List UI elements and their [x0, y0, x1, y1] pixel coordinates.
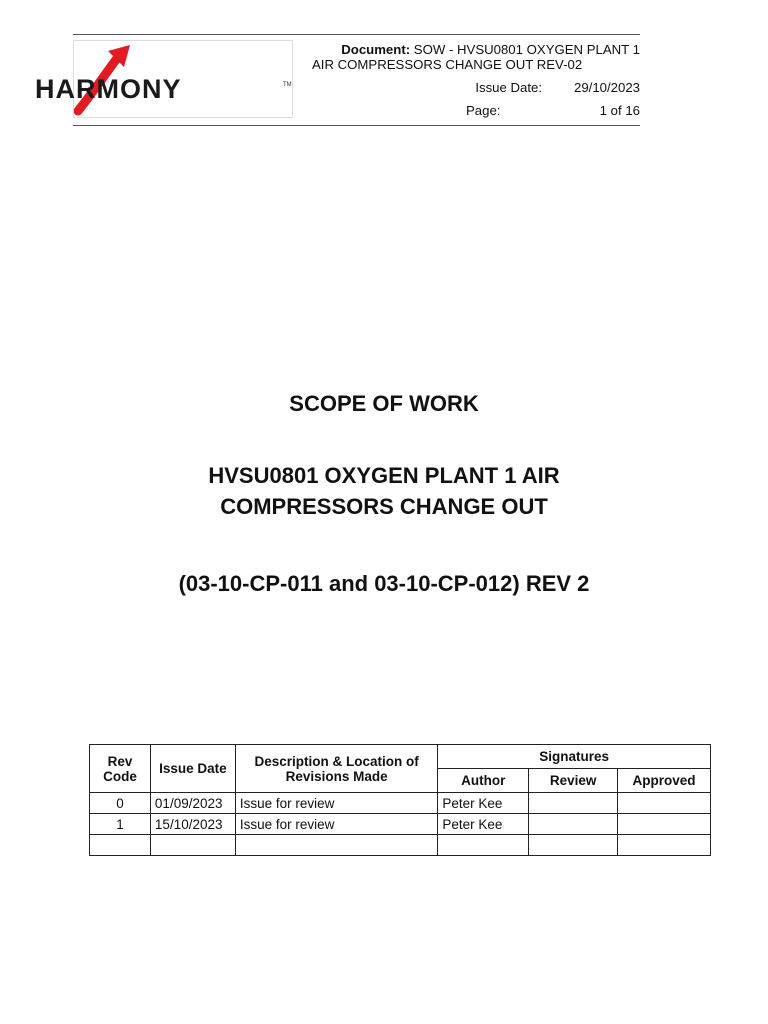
- cell-description: Issue for review: [235, 793, 437, 814]
- cell-description: Issue for review: [235, 814, 437, 835]
- header-signatures: Signatures: [438, 745, 711, 769]
- revision-table: [89, 744, 711, 856]
- header-bottom-rule: [73, 125, 640, 126]
- logo-trademark: TM: [283, 82, 292, 88]
- page-row: [466, 103, 640, 118]
- header-author: Author: [438, 769, 529, 793]
- cell-approved: [618, 793, 711, 814]
- header-rev-code: Rev Code: [90, 745, 151, 793]
- page-value: 1 of 16: [599, 103, 640, 118]
- logo-wordmark: HARMONY: [35, 74, 182, 104]
- cell-rev: 0: [90, 793, 151, 814]
- header-issue-date: Issue Date: [150, 745, 235, 793]
- cell-date: 01/09/2023: [150, 793, 235, 814]
- cell-approved: [618, 835, 711, 856]
- cell-author: [438, 835, 529, 856]
- table-row: [90, 814, 711, 835]
- document-label: Document:: [341, 42, 411, 57]
- cell-review: [529, 814, 618, 835]
- header-top-rule: [73, 34, 640, 35]
- title-project-line2: COMPRESSORS CHANGE OUT: [220, 494, 548, 519]
- title-project-line1: HVSU0801 OXYGEN PLANT 1 AIR: [208, 463, 560, 488]
- table-row: [90, 835, 711, 856]
- cell-date: 15/10/2023: [150, 814, 235, 835]
- cell-description: [235, 835, 437, 856]
- issue-date-label: Issue Date:: [475, 80, 543, 95]
- cell-rev: 1: [90, 814, 151, 835]
- title-equipment-codes: (03-10-CP-011 and 03-10-CP-012) REV 2: [178, 571, 590, 596]
- document-title-line1: SOW - HVSU0801 OXYGEN PLANT 1: [413, 42, 640, 57]
- issue-date-value: 29/10/2023: [573, 80, 640, 95]
- cell-author: Peter Kee: [438, 814, 529, 835]
- page-label: Page:: [465, 103, 501, 118]
- title-scope: SCOPE OF WORK: [289, 391, 479, 416]
- issue-date-row: [475, 80, 640, 95]
- cell-approved: [618, 814, 711, 835]
- document-title-line2: AIR COMPRESSORS CHANGE OUT REV-02: [312, 57, 583, 72]
- table-row: [90, 793, 711, 814]
- cell-review: [529, 793, 618, 814]
- cell-author: Peter Kee: [438, 793, 529, 814]
- header-approved: Approved: [618, 769, 711, 793]
- cell-rev: [90, 835, 151, 856]
- header-review: Review: [529, 769, 618, 793]
- cell-date: [150, 835, 235, 856]
- header-description: Description & Location of Revisions Made: [235, 745, 437, 793]
- cell-review: [529, 835, 618, 856]
